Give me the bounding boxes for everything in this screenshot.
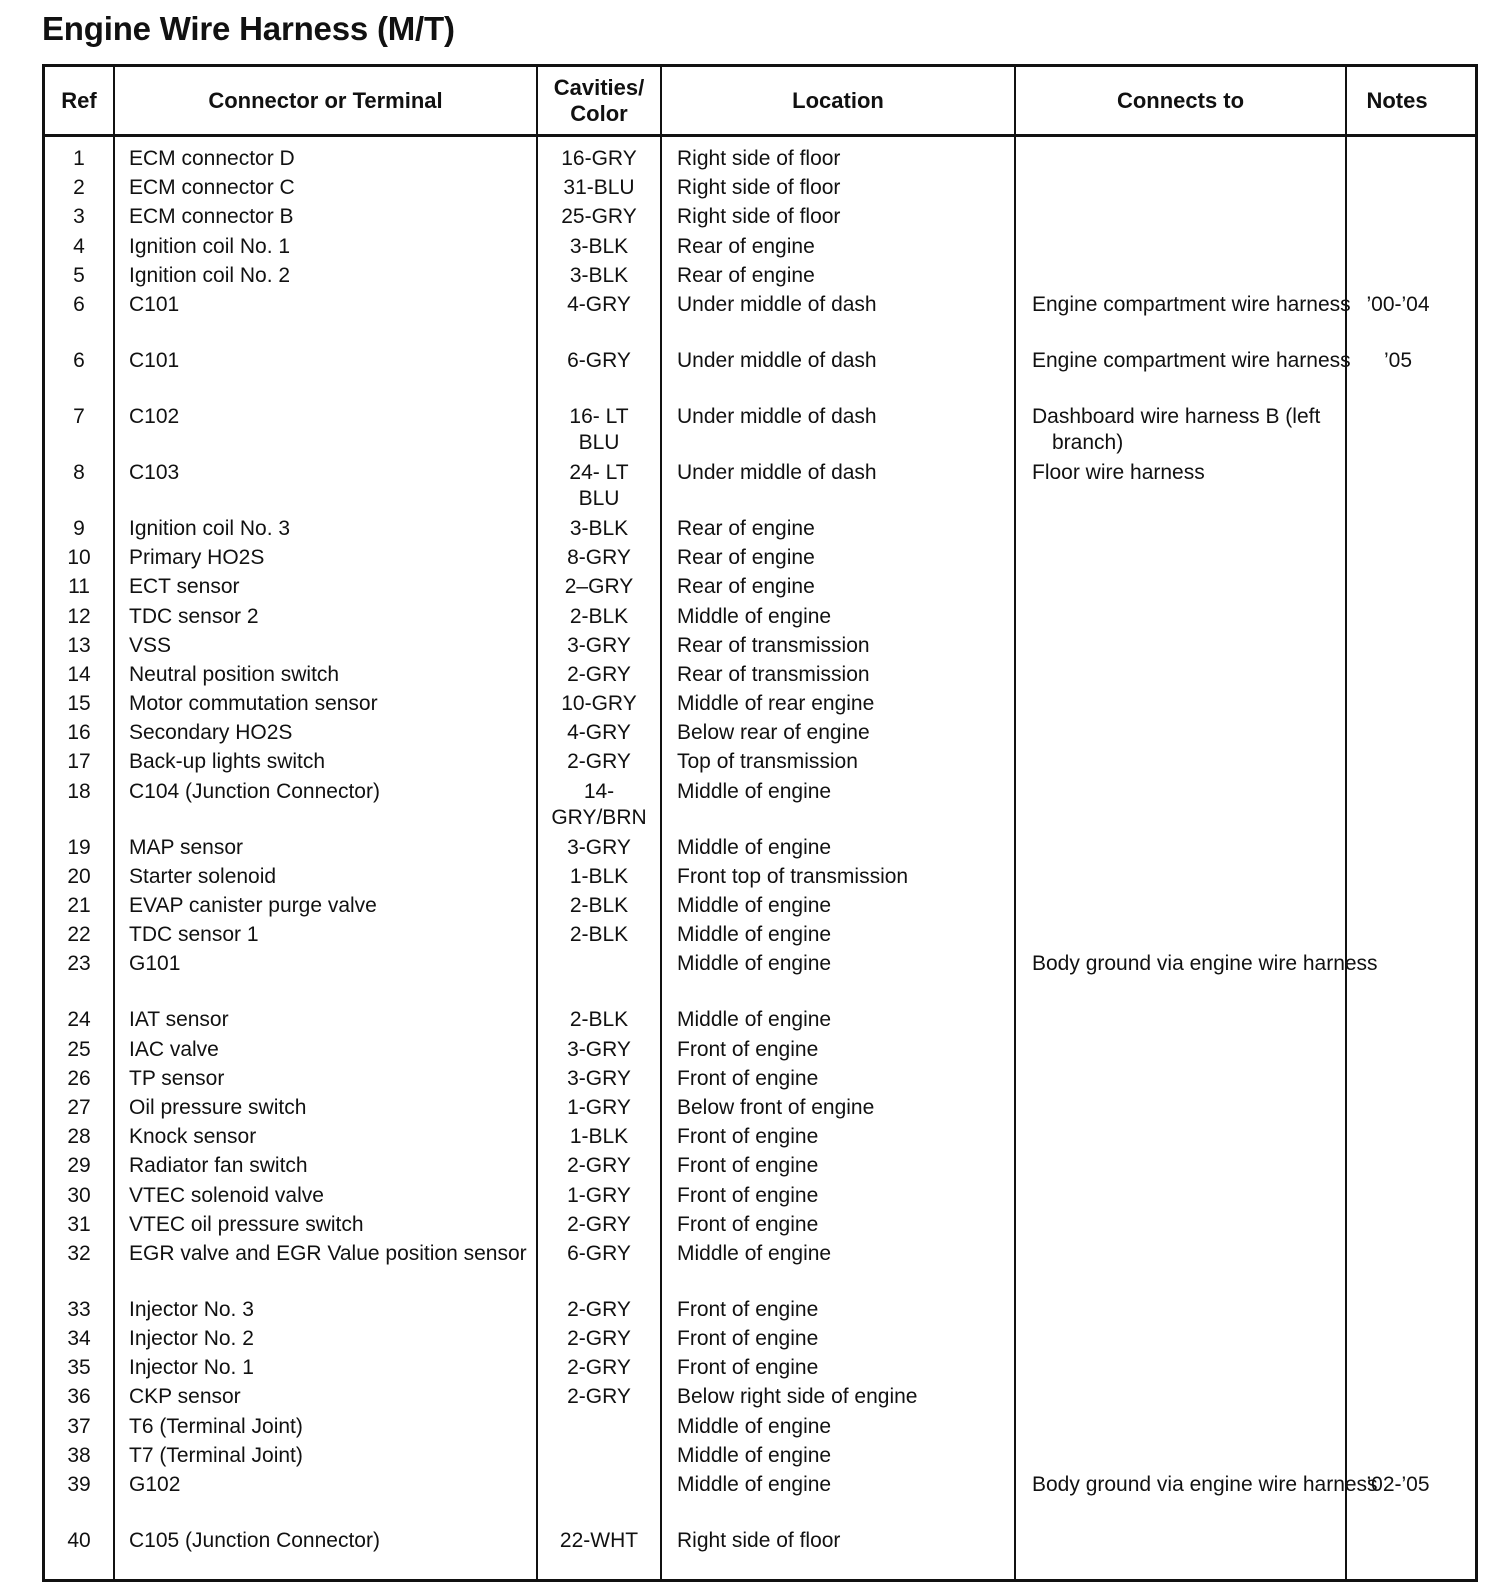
- row-location: Front of engine: [677, 1356, 819, 1380]
- row-connector: G102: [129, 1473, 181, 1496]
- row-location: Front of engine: [677, 1037, 819, 1061]
- row-location: Front of engine: [677, 1327, 819, 1351]
- row-ref: 4: [73, 234, 85, 258]
- row-cavities: 10-GRY: [561, 692, 637, 716]
- row-cavities: 6-GRY: [567, 348, 631, 372]
- table-row: [45, 749, 1475, 778]
- row-connector: G101: [129, 952, 181, 976]
- row-ref: 30: [67, 1183, 91, 1207]
- row-location: Front of engine: [677, 1297, 819, 1321]
- row-notes: ’02-’05: [1366, 1473, 1430, 1496]
- table-row: [45, 893, 1475, 922]
- row-connector: Ignition coil No. 1: [129, 234, 291, 258]
- row-connector: VSS: [129, 633, 172, 657]
- row-ref: 1: [73, 147, 85, 170]
- row-location: Right side of floor: [677, 1529, 841, 1552]
- row-connector: Secondary HO2S: [129, 721, 293, 745]
- table-row: [45, 1528, 1475, 1557]
- row-connects-to: Engine compartment wire harness: [1032, 292, 1351, 316]
- row-ref: 10: [67, 546, 91, 570]
- row-location: Under middle of dash: [677, 460, 877, 484]
- row-location: Rear of engine: [677, 263, 815, 287]
- table-row: [45, 1326, 1475, 1355]
- row-cavities: 2-GRY: [567, 1356, 631, 1380]
- row-location: Middle of rear engine: [677, 692, 875, 716]
- row-connector: T6 (Terminal Joint): [129, 1414, 303, 1438]
- row-connector: ECM connector C: [129, 176, 295, 200]
- row-ref: 9: [73, 516, 85, 540]
- row-connects-to: Engine compartment wire harness: [1032, 348, 1351, 372]
- table-body: [45, 146, 1475, 1557]
- row-location: Under middle of dash: [677, 348, 877, 372]
- row-ref: 12: [67, 604, 91, 628]
- row-ref: 13: [67, 633, 91, 657]
- row-cavities: 1-GRY: [567, 1095, 631, 1119]
- row-connector: ECT sensor: [129, 575, 240, 599]
- row-connector: Oil pressure switch: [129, 1095, 307, 1119]
- table-row: [45, 1183, 1475, 1212]
- table-row: [45, 234, 1475, 263]
- table-row: [45, 1297, 1475, 1326]
- table-row: [45, 146, 1475, 175]
- table-row: [45, 691, 1475, 720]
- row-connector: Injector No. 1: [129, 1356, 254, 1380]
- row-ref: 39: [67, 1473, 91, 1496]
- table-row: [45, 922, 1475, 951]
- header-notes: Notes: [1366, 87, 1428, 113]
- row-connector: Back-up lights switch: [129, 750, 326, 774]
- row-connector: C101: [129, 292, 180, 316]
- table-row: [45, 662, 1475, 691]
- row-location: Middle of engine: [677, 894, 832, 917]
- row-location: Front of engine: [677, 1066, 819, 1090]
- row-ref: 16: [67, 721, 91, 745]
- row-cavities: 25-GRY: [561, 205, 637, 229]
- row-notes: ’00-’04: [1366, 292, 1430, 316]
- row-ref: 33: [67, 1297, 91, 1321]
- row-connects-to: Floor wire harness: [1032, 460, 1205, 484]
- row-ref: 29: [67, 1154, 91, 1178]
- row-cavities: 3-BLK: [569, 234, 629, 258]
- table-row: [45, 1414, 1475, 1443]
- table-row: [45, 1095, 1475, 1124]
- row-location: Top of transmission: [677, 750, 858, 774]
- row-cavities: 3-BLK: [569, 516, 629, 540]
- row-ref: 24: [67, 1008, 91, 1032]
- row-connector: VTEC solenoid valve: [129, 1183, 324, 1207]
- row-cavities: 2-GRY: [567, 1297, 631, 1321]
- row-location: Rear of engine: [677, 575, 815, 599]
- page-title: Engine Wire Harness (M/T): [42, 10, 455, 47]
- table-row: [45, 1212, 1475, 1241]
- row-cavities: 2-BLK: [569, 894, 629, 917]
- row-ref: 23: [67, 952, 91, 976]
- row-connects-to: Body ground via engine wire harness: [1032, 952, 1378, 976]
- row-ref: 11: [68, 575, 90, 599]
- table-row: [45, 1124, 1475, 1153]
- row-ref: 8: [73, 460, 85, 484]
- row-ref: 7: [73, 404, 85, 428]
- row-ref: 20: [67, 864, 91, 888]
- table-row: [45, 516, 1475, 545]
- row-location: Middle of engine: [677, 923, 832, 947]
- row-ref: 6: [73, 292, 85, 316]
- row-ref: 26: [67, 1066, 91, 1090]
- row-location: Front top of transmission: [677, 864, 909, 888]
- header-connects-to: Connects to: [1116, 87, 1245, 113]
- row-ref: 35: [67, 1356, 91, 1380]
- row-ref: 34: [67, 1327, 91, 1351]
- table-row: [45, 1355, 1475, 1384]
- row-ref: 3: [73, 205, 85, 229]
- header-ref: Ref: [61, 87, 97, 113]
- header-location: Location: [792, 87, 884, 113]
- row-location: Under middle of dash: [677, 292, 877, 316]
- header-divider: [45, 134, 1475, 137]
- row-connector: C104 (Junction Connector): [129, 779, 380, 803]
- row-location: Rear of engine: [677, 546, 815, 570]
- row-connector: T7 (Terminal Joint): [129, 1443, 303, 1467]
- row-connector: EVAP canister purge valve: [129, 894, 377, 917]
- table-row: [45, 1384, 1475, 1413]
- row-location: Middle of engine: [677, 1414, 832, 1438]
- table-row: [45, 720, 1475, 749]
- harness-table: [42, 64, 1478, 1582]
- table-row: [45, 864, 1475, 893]
- row-location: Under middle of dash: [677, 404, 877, 428]
- row-cavities: 1-GRY: [567, 1183, 631, 1207]
- row-cavities: 2-BLK: [569, 923, 629, 947]
- row-ref: 21: [67, 894, 91, 917]
- row-location: Front of engine: [677, 1183, 819, 1207]
- table-row: [45, 404, 1475, 460]
- row-ref: 14: [67, 662, 91, 686]
- row-cavities: 1-BLK: [569, 864, 629, 888]
- row-cavities: 16-GRY: [561, 147, 637, 170]
- row-ref: 36: [67, 1385, 91, 1409]
- row-cavities: 3-GRY: [567, 633, 631, 657]
- row-cavities: 2-BLK: [569, 604, 629, 628]
- row-cavities: 2–GRY: [564, 575, 634, 599]
- row-connector: C102: [129, 404, 180, 428]
- row-cavities: 3-GRY: [567, 1037, 631, 1061]
- row-location: Middle of engine: [677, 1241, 832, 1265]
- row-connector: Ignition coil No. 3: [129, 516, 291, 540]
- row-location: Middle of engine: [677, 604, 832, 628]
- row-connector: C101: [129, 348, 180, 372]
- row-cavities: 2-GRY: [567, 1212, 631, 1236]
- row-cavities: 4-GRY: [567, 721, 631, 745]
- row-location: Right side of floor: [677, 205, 841, 229]
- row-location: Below right side of engine: [677, 1385, 918, 1409]
- row-cavities: 2-BLK: [569, 1008, 629, 1032]
- row-location: Below front of engine: [677, 1095, 875, 1119]
- row-ref: 5: [73, 263, 85, 287]
- table-row: [45, 604, 1475, 633]
- row-location: Middle of engine: [677, 835, 832, 859]
- row-connector: Injector No. 3: [129, 1297, 254, 1321]
- row-cavities: 16- LT BLU: [569, 404, 629, 455]
- row-connector: Radiator fan switch: [129, 1154, 308, 1178]
- row-location: Right side of floor: [677, 176, 841, 200]
- table-row: [45, 348, 1475, 404]
- row-connector: Ignition coil No. 2: [129, 263, 291, 287]
- row-connector: Knock sensor: [129, 1125, 257, 1149]
- row-location: Middle of engine: [677, 779, 832, 803]
- table-row: [45, 835, 1475, 864]
- table-row: [45, 292, 1475, 348]
- row-location: Front of engine: [677, 1125, 819, 1149]
- row-cavities: 6-GRY: [567, 1241, 631, 1265]
- row-connector: Injector No. 2: [129, 1327, 254, 1351]
- row-ref: 19: [67, 835, 91, 859]
- row-connector: TP sensor: [129, 1066, 225, 1090]
- row-connector: C105 (Junction Connector): [129, 1529, 380, 1552]
- table-row: [45, 175, 1475, 204]
- table-row: [45, 779, 1475, 835]
- row-ref: 6: [73, 348, 85, 372]
- row-location: Below rear of engine: [677, 721, 870, 745]
- table-header: [45, 67, 1475, 134]
- row-connector: TDC sensor 1: [129, 923, 259, 947]
- row-location: Rear of engine: [677, 516, 815, 540]
- row-ref: 31: [67, 1212, 91, 1236]
- row-cavities: 2-GRY: [567, 750, 631, 774]
- row-connector: Neutral position switch: [129, 662, 340, 686]
- row-location: Front of engine: [677, 1154, 819, 1178]
- row-cavities: 3-GRY: [567, 1066, 631, 1090]
- row-connector: ECM connector D: [129, 147, 295, 170]
- row-ref: 27: [67, 1095, 91, 1119]
- row-connects-to: Dashboard wire harness B (left branch): [1032, 404, 1321, 455]
- row-connector: EGR valve and EGR Value position sensor: [129, 1241, 527, 1265]
- row-ref: 2: [73, 176, 85, 200]
- row-ref: 40: [67, 1529, 91, 1552]
- row-cavities: 2-GRY: [567, 1327, 631, 1351]
- table-row: [45, 1472, 1475, 1528]
- row-cavities: 3-BLK: [569, 263, 629, 287]
- row-cavities: 2-GRY: [567, 1154, 631, 1178]
- row-connector: ECM connector B: [129, 205, 294, 229]
- row-connects-to: Body ground via engine wire harness: [1032, 1473, 1378, 1496]
- row-location: Front of engine: [677, 1212, 819, 1236]
- table-row: [45, 1241, 1475, 1297]
- row-location: Middle of engine: [677, 1443, 832, 1467]
- table-row: [45, 204, 1475, 233]
- row-ref: 38: [67, 1443, 91, 1467]
- row-cavities: 4-GRY: [567, 292, 631, 316]
- row-connector: CKP sensor: [129, 1385, 241, 1409]
- row-connector: MAP sensor: [129, 835, 243, 859]
- table-row: [45, 460, 1475, 516]
- row-connector: TDC sensor 2: [129, 604, 259, 628]
- row-connector: Starter solenoid: [129, 864, 277, 888]
- header-connector: Connector or Terminal: [208, 87, 443, 113]
- row-location: Rear of transmission: [677, 662, 870, 686]
- row-ref: 28: [67, 1125, 91, 1149]
- row-cavities: 3-GRY: [567, 835, 631, 859]
- row-cavities: 24- LT BLU: [569, 460, 629, 511]
- table-row: [45, 1066, 1475, 1095]
- table-row: [45, 633, 1475, 662]
- row-ref: 18: [67, 779, 91, 803]
- row-cavities: 2-GRY: [567, 1385, 631, 1409]
- row-connector: VTEC oil pressure switch: [129, 1212, 364, 1236]
- row-location: Rear of engine: [677, 234, 815, 258]
- row-connector: IAT sensor: [129, 1008, 229, 1032]
- row-ref: 32: [67, 1241, 91, 1265]
- row-location: Right side of floor: [677, 147, 841, 170]
- row-location: Middle of engine: [677, 1008, 832, 1032]
- row-ref: 25: [67, 1037, 91, 1061]
- row-cavities: 2-GRY: [567, 662, 631, 686]
- table-row: [45, 545, 1475, 574]
- row-connector: Primary HO2S: [129, 546, 265, 570]
- row-cavities: 31-BLU: [563, 176, 635, 200]
- table-row: [45, 574, 1475, 603]
- row-location: Rear of transmission: [677, 633, 870, 657]
- row-connector: Motor commutation sensor: [129, 692, 378, 716]
- row-connector: C103: [129, 460, 180, 484]
- row-ref: 37: [67, 1414, 91, 1438]
- row-ref: 17: [67, 750, 91, 774]
- row-connector: IAC valve: [129, 1037, 219, 1061]
- row-cavities: 1-BLK: [569, 1125, 629, 1149]
- row-cavities: 22-WHT: [559, 1529, 639, 1552]
- table-row: [45, 1037, 1475, 1066]
- row-ref: 15: [67, 692, 91, 716]
- table-row: [45, 951, 1475, 1007]
- table-row: [45, 1007, 1475, 1036]
- table-row: [45, 263, 1475, 292]
- row-location: Middle of engine: [677, 952, 832, 976]
- row-notes: ’05: [1383, 348, 1413, 372]
- row-cavities: 8-GRY: [567, 546, 631, 570]
- row-cavities: 14- GRY/BRN: [551, 779, 647, 830]
- row-location: Middle of engine: [677, 1473, 832, 1496]
- table-row: [45, 1153, 1475, 1182]
- table-row: [45, 1443, 1475, 1472]
- header-cavities: Cavities/ Color: [553, 74, 645, 126]
- row-ref: 22: [67, 923, 91, 947]
